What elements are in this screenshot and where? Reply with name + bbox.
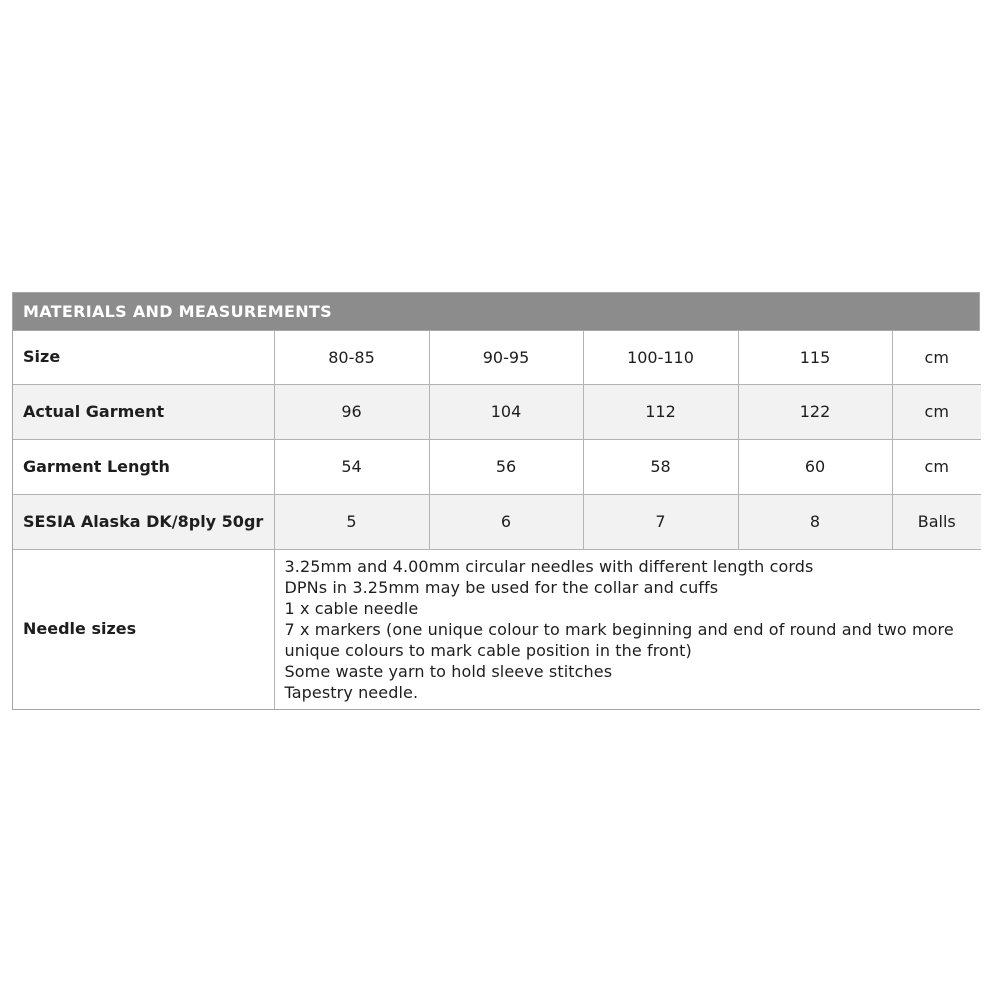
cell-value: 54 xyxy=(274,439,429,494)
cell-value: 6 xyxy=(429,494,583,549)
row-label: Actual Garment xyxy=(13,384,274,439)
table-row-actual-garment xyxy=(13,384,981,439)
cell-value: 104 xyxy=(429,384,583,439)
cell-value: 60 xyxy=(738,439,892,494)
cell-value: 96 xyxy=(274,384,429,439)
table-row-needle-sizes xyxy=(13,549,981,709)
row-label: SESIA Alaska DK/8ply 50gr xyxy=(13,494,274,549)
cell-value: 122 xyxy=(738,384,892,439)
table-row-yarn xyxy=(13,494,981,549)
table-title: MATERIALS AND MEASUREMENTS xyxy=(13,293,979,331)
cell-value: 56 xyxy=(429,439,583,494)
table-row-garment-length xyxy=(13,439,981,494)
cell-unit: Balls xyxy=(892,494,981,549)
cell-value: 8 xyxy=(738,494,892,549)
cell-value: 90-95 xyxy=(429,331,583,384)
row-label: Size xyxy=(13,331,274,384)
note-line: 1 x cable needle xyxy=(284,598,419,618)
cell-unit: cm xyxy=(892,331,981,384)
cell-unit: cm xyxy=(892,384,981,439)
row-label: Garment Length xyxy=(13,439,274,494)
note-line: Some waste yarn to hold sleeve stitches xyxy=(284,661,613,681)
note-line: DPNs in 3.25mm may be used for the collar and cuffs xyxy=(284,577,719,597)
cell-value: 112 xyxy=(583,384,738,439)
note-line: 7 x markers (one unique colour to mark beginning and end of round and two more unique colours to mark cable position in the front) xyxy=(284,619,954,660)
cell-value: 80-85 xyxy=(274,331,429,384)
needle-notes xyxy=(274,549,981,709)
cell-value: 5 xyxy=(274,494,429,549)
cell-unit: cm xyxy=(892,439,981,494)
table-row-size xyxy=(13,331,981,384)
row-label: Needle sizes xyxy=(13,549,274,709)
materials-table xyxy=(12,292,980,710)
cell-value: 7 xyxy=(583,494,738,549)
measurements-grid xyxy=(13,331,981,709)
note-line: Tapestry needle. xyxy=(284,682,419,702)
note-line: 3.25mm and 4.00mm circular needles with different length cords xyxy=(284,556,814,576)
cell-value: 115 xyxy=(738,331,892,384)
cell-value: 100-110 xyxy=(583,331,738,384)
cell-value: 58 xyxy=(583,439,738,494)
